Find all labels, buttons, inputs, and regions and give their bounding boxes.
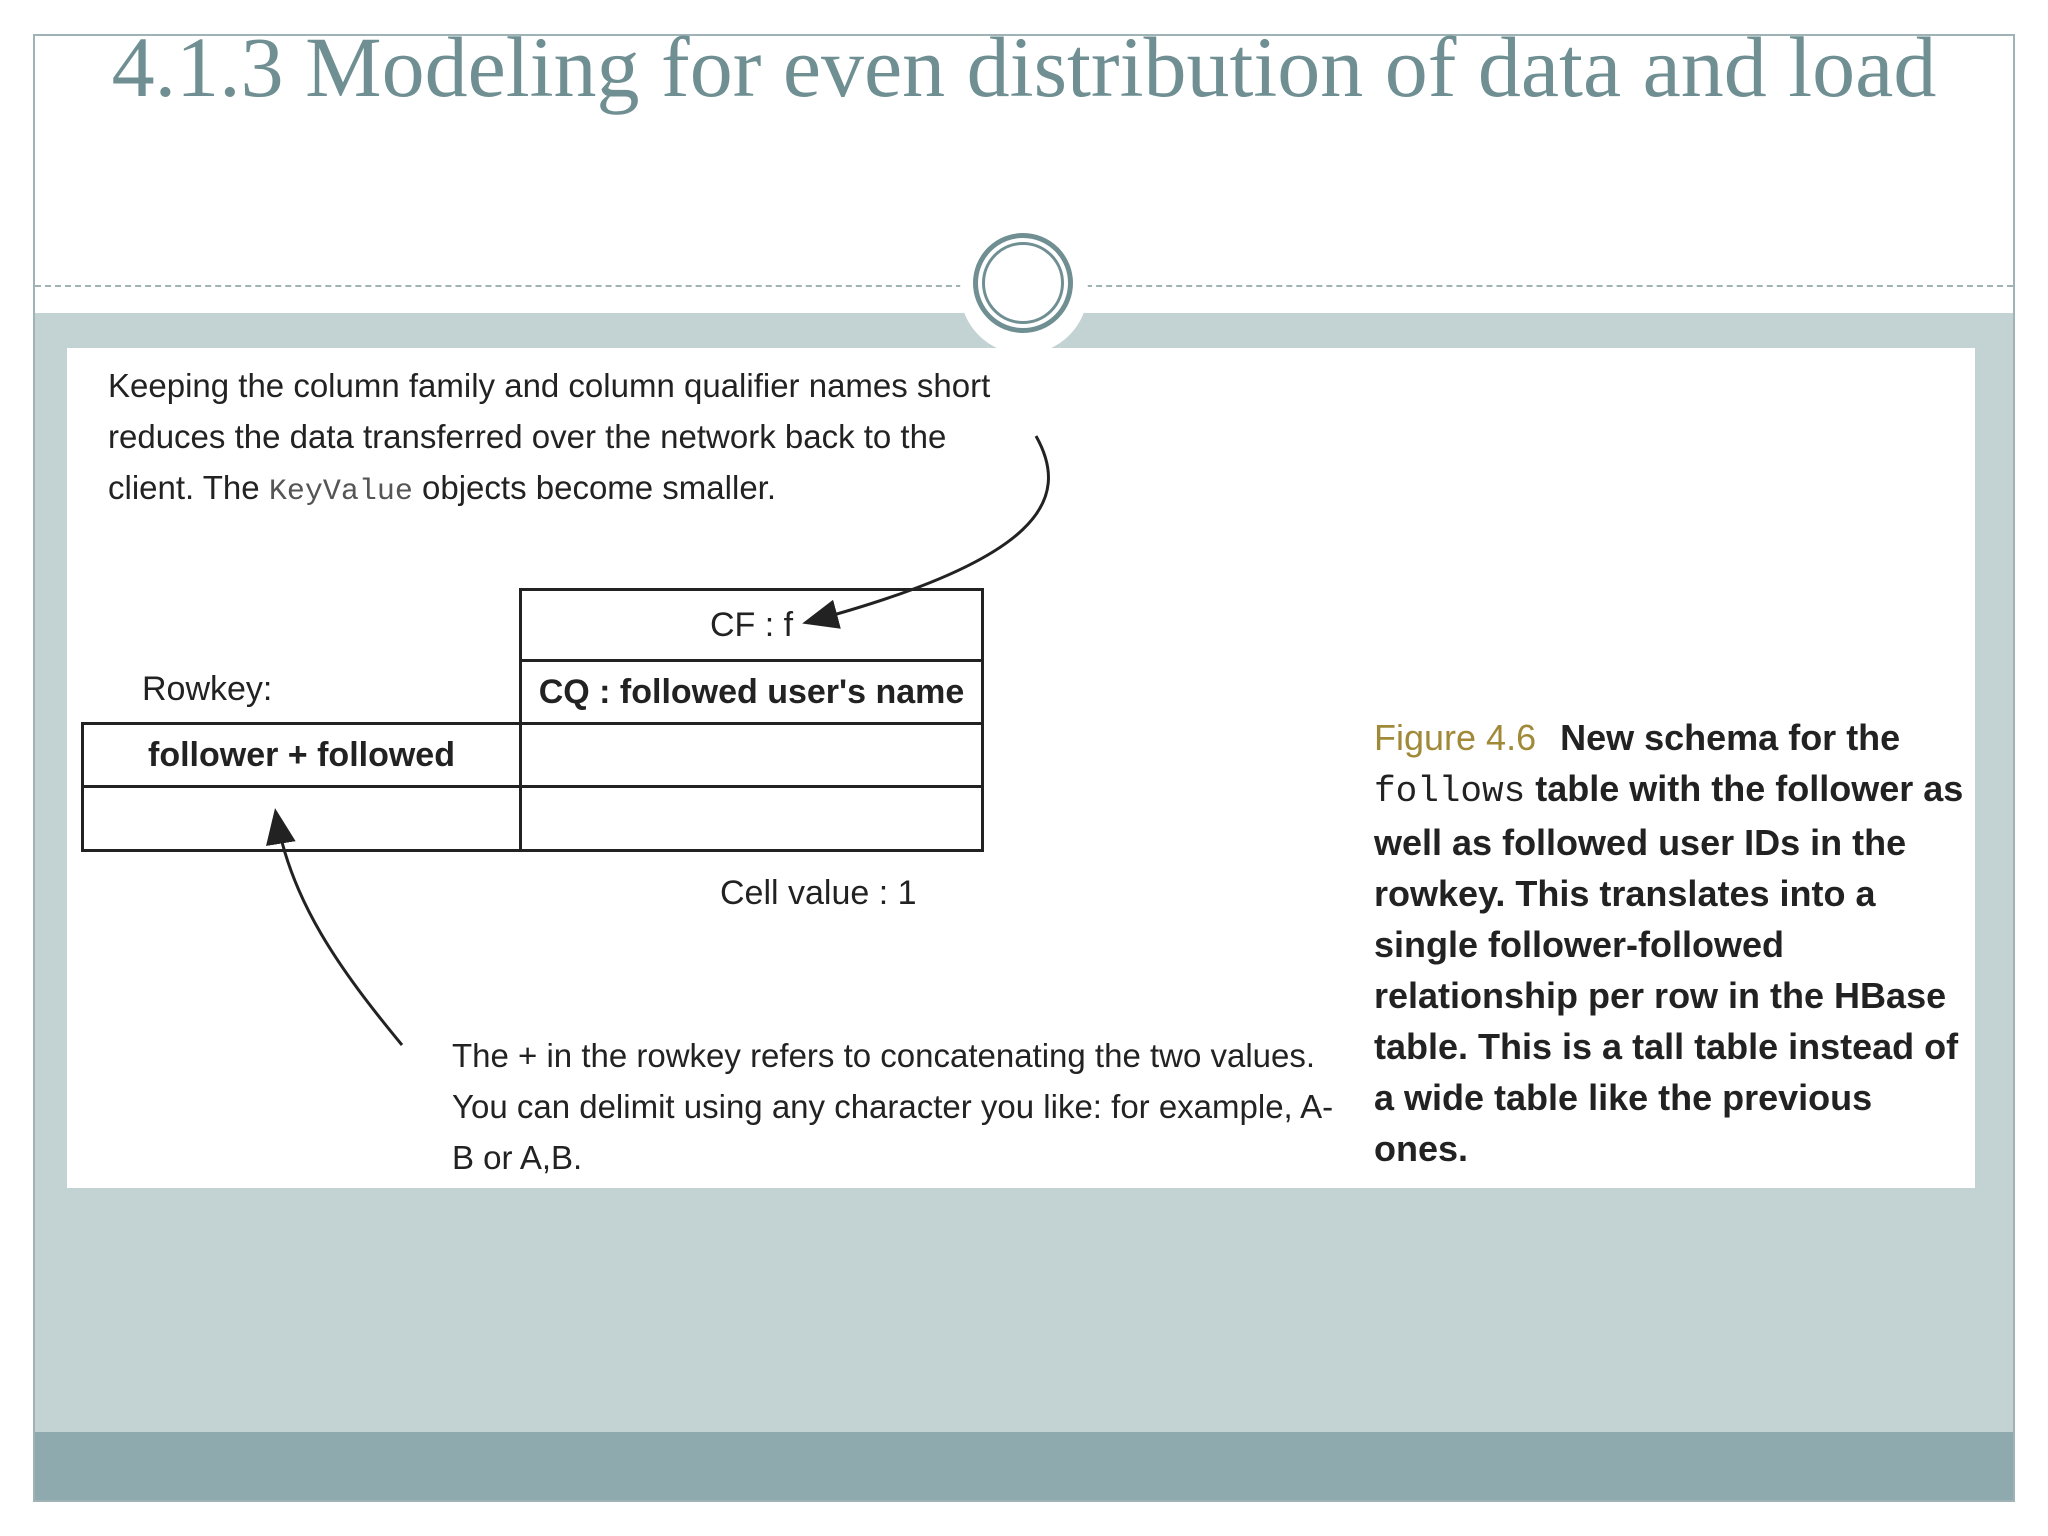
cell-value-label: Cell value : 1 xyxy=(720,874,917,912)
caption-title: New schema for the xyxy=(1560,717,1901,758)
follows-code: follows xyxy=(1374,771,1526,812)
arrow-to-cf xyxy=(808,436,1048,622)
slide-title: 4.1.3 Modeling for even distribution of data and load xyxy=(111,19,1937,115)
top-annotation-text: Keeping the column family and column qualifier names short reduces the data transferred over the network back to the client. The xyxy=(108,367,991,506)
keyvalue-code: KeyValue xyxy=(268,475,413,509)
figure-label: Figure 4.6 xyxy=(1374,717,1537,758)
arrow-to-rowkey xyxy=(276,814,402,1045)
cq-label: CQ : followed user's name xyxy=(538,672,965,711)
cf-label: CF : f xyxy=(709,605,794,644)
bottom-annotation: The + in the rowkey refers to concatenating the two values. You can delimit using any character you like: for example, A-B or A,B. xyxy=(452,1037,1334,1176)
caption-body: table with the follower as well as followed user IDs in the rowkey. This translates into a single follower-followed relationship per row in the HBase table. This is a tall table instead of a wide table like the previous ones. xyxy=(1374,768,1964,1169)
rowkey-value: follower + followed xyxy=(148,735,455,774)
top-annotation-text-end: objects become smaller. xyxy=(412,469,777,506)
rowkey-label: Rowkey: xyxy=(142,670,273,708)
